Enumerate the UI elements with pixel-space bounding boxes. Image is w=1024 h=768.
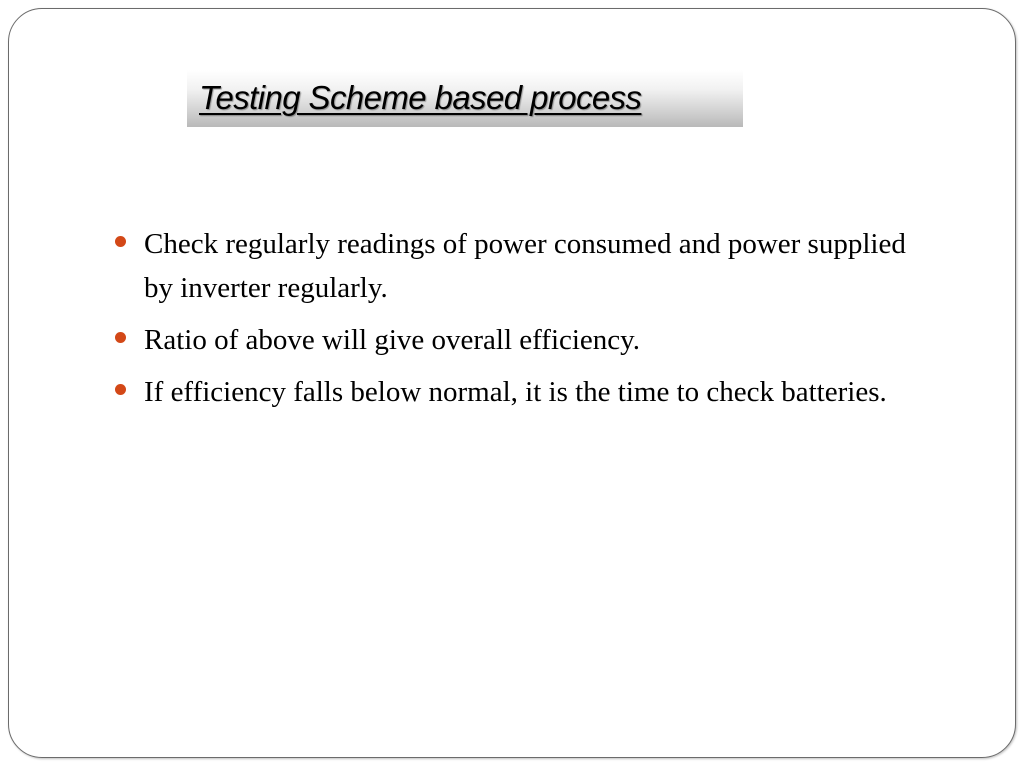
bullet-list bbox=[112, 222, 912, 422]
bullet-item bbox=[112, 370, 912, 414]
bullet-text: Ratio of above will give overall efficiency. bbox=[144, 324, 641, 356]
slide-title: Testing Scheme based process bbox=[199, 79, 642, 116]
bullet-text: Check regularly readings of power consumed and power supplied by inverter regularly. bbox=[144, 228, 906, 304]
bullet-item bbox=[112, 318, 912, 362]
bullet-item bbox=[112, 222, 912, 310]
bullet-dot-icon bbox=[115, 236, 126, 247]
bullet-dot-icon bbox=[115, 384, 126, 395]
bullet-text: If efficiency falls below normal, it is the time to check batteries. bbox=[144, 376, 887, 408]
bullet-dot-icon bbox=[115, 332, 126, 343]
